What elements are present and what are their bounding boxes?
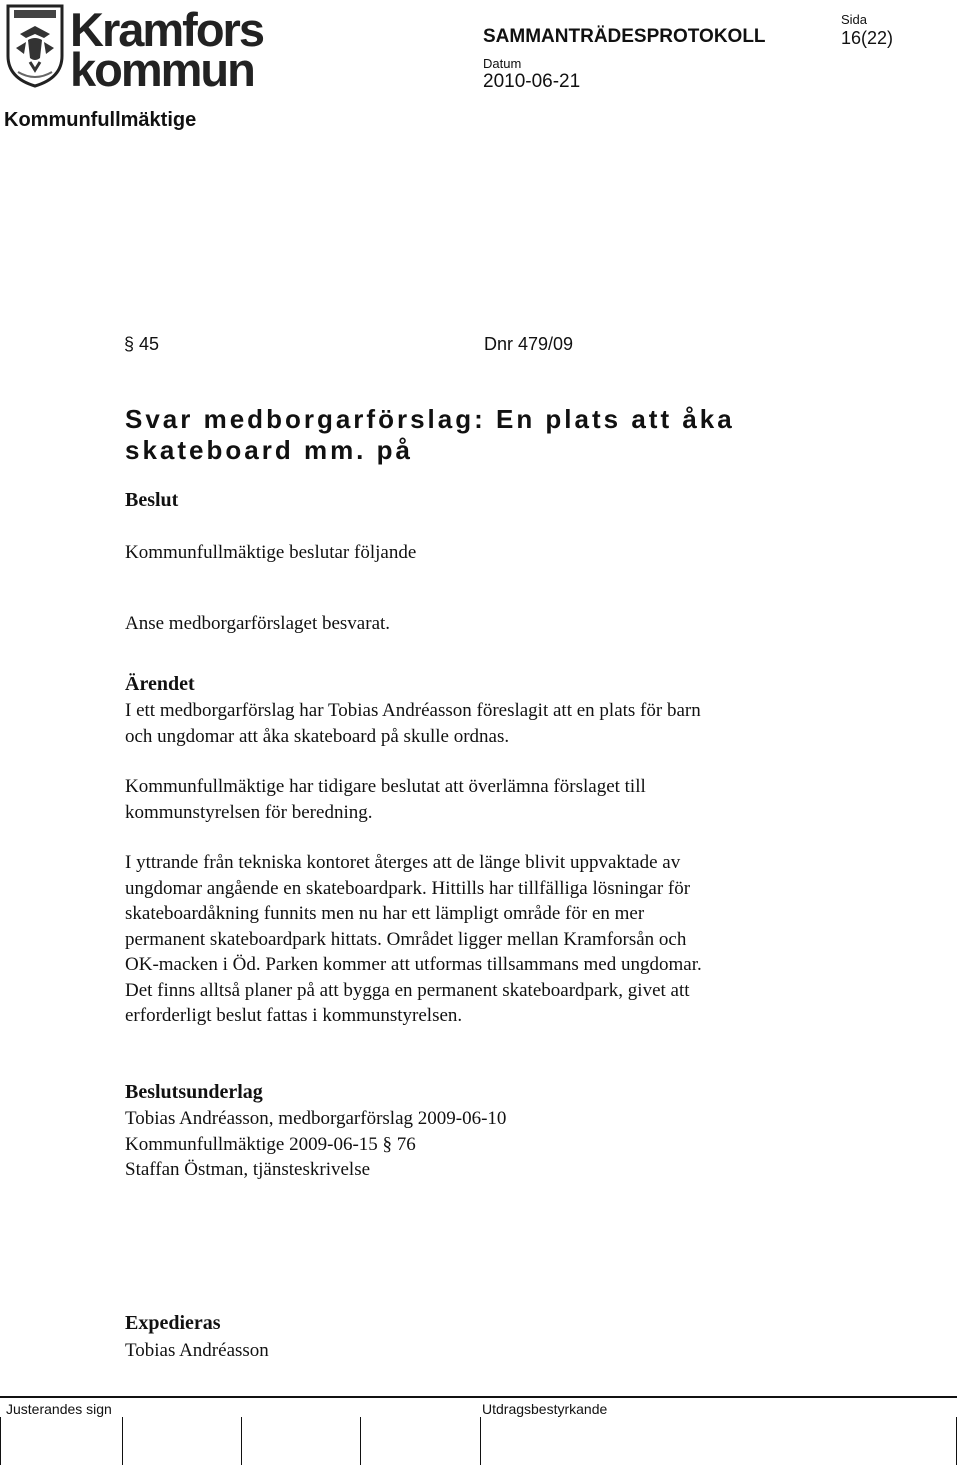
list-item: Kommunfullmäktige 2009-06-15 § 76	[125, 1133, 416, 1155]
paragraph-line: och ungdomar att åka skateboard på skulle ordnas.	[125, 725, 510, 747]
body-name: Kommunfullmäktige	[4, 109, 197, 131]
signature-box-divider	[360, 1417, 361, 1465]
coat-of-arms-icon	[6, 4, 64, 88]
section-number: § 45	[124, 334, 160, 354]
arendet-heading: Ärendet	[125, 673, 195, 695]
dnr-number: Dnr 479/09	[484, 334, 574, 354]
paragraph-line: I yttrande från tekniska kontoret återges att de länge blivit uppvaktade av	[125, 852, 681, 873]
arendet-paragraph	[125, 774, 646, 825]
beslutsunderlag-heading: Beslutsunderlag	[125, 1081, 263, 1103]
justerandes-sign-label: Justerandes sign	[6, 1401, 112, 1417]
signature-footer	[0, 1395, 960, 1466]
beslut-text: Kommunfullmäktige beslutar följande	[125, 542, 417, 563]
beslut-decision: Anse medborgarförslaget besvarat.	[125, 613, 391, 634]
paragraph-line: skateboardåkning funnits men nu har ett lämpligt område för en mer	[125, 903, 645, 924]
case-title-line: skateboard mm. på	[125, 435, 413, 465]
footer-divider	[0, 1396, 957, 1398]
paragraph-line: ungdomar angående en skateboardpark. Hittills har tillfälliga lösningar för	[125, 877, 691, 899]
paragraph-line: kommunstyrelsen för beredning.	[125, 801, 373, 823]
kramfors-kommun-logo	[4, 2, 263, 96]
paragraph-line: erforderligt beslut fattas i kommunstyrelsen.	[125, 1005, 463, 1026]
signature-box-divider	[122, 1417, 123, 1465]
arendet-paragraph	[125, 698, 701, 749]
page-number: 16(22)	[841, 28, 894, 48]
case-title-line: Svar medborgarförslag: En plats att åka	[125, 404, 735, 434]
paragraph-line: OK-macken i Öd. Parken kommer att utformas tillsammans med ungdomar.	[125, 954, 702, 975]
document-type: SAMMANTRÄDESPROTOKOLL	[483, 26, 766, 47]
paragraph-line: permanent skateboardpark hittats. Området ligger mellan Kramforsån och	[125, 928, 687, 950]
beslutsunderlag-list	[125, 1106, 506, 1183]
paragraph-line: I ett medborgarförslag har Tobias Andréasson föreslagit att en plats för barn	[125, 700, 701, 721]
signature-box-divider	[241, 1417, 242, 1465]
list-item: Staffan Östman, tjänsteskrivelse	[125, 1159, 371, 1180]
date-value: 2010-06-21	[483, 71, 581, 92]
case-title	[125, 404, 825, 466]
page-label: Sida	[841, 12, 868, 27]
signature-box-divider	[0, 1417, 1, 1465]
list-item: Tobias Andréasson	[125, 1340, 269, 1361]
expedieras-list	[125, 1338, 269, 1364]
list-item: Tobias Andréasson, medborgarförslag 2009-06-10	[125, 1108, 507, 1129]
paragraph-line: Det finns alltså planer på att bygga en permanent skateboardpark, givet att	[125, 979, 690, 1001]
signature-box-divider	[956, 1417, 957, 1465]
logo-wordmark-line1: Kramfors	[70, 3, 263, 56]
signature-box-divider	[480, 1417, 481, 1465]
beslut-heading: Beslut	[125, 489, 179, 511]
expedieras-heading: Expedieras	[125, 1312, 221, 1334]
arendet-paragraph	[125, 850, 702, 1029]
utdragsbestyrkande-label: Utdragsbestyrkande	[482, 1401, 608, 1417]
logo-wordmark-line2: kommun	[70, 43, 254, 96]
paragraph-line: Kommunfullmäktige har tidigare beslutat att överlämna förslaget till	[125, 776, 646, 797]
date-label: Datum	[483, 56, 522, 71]
